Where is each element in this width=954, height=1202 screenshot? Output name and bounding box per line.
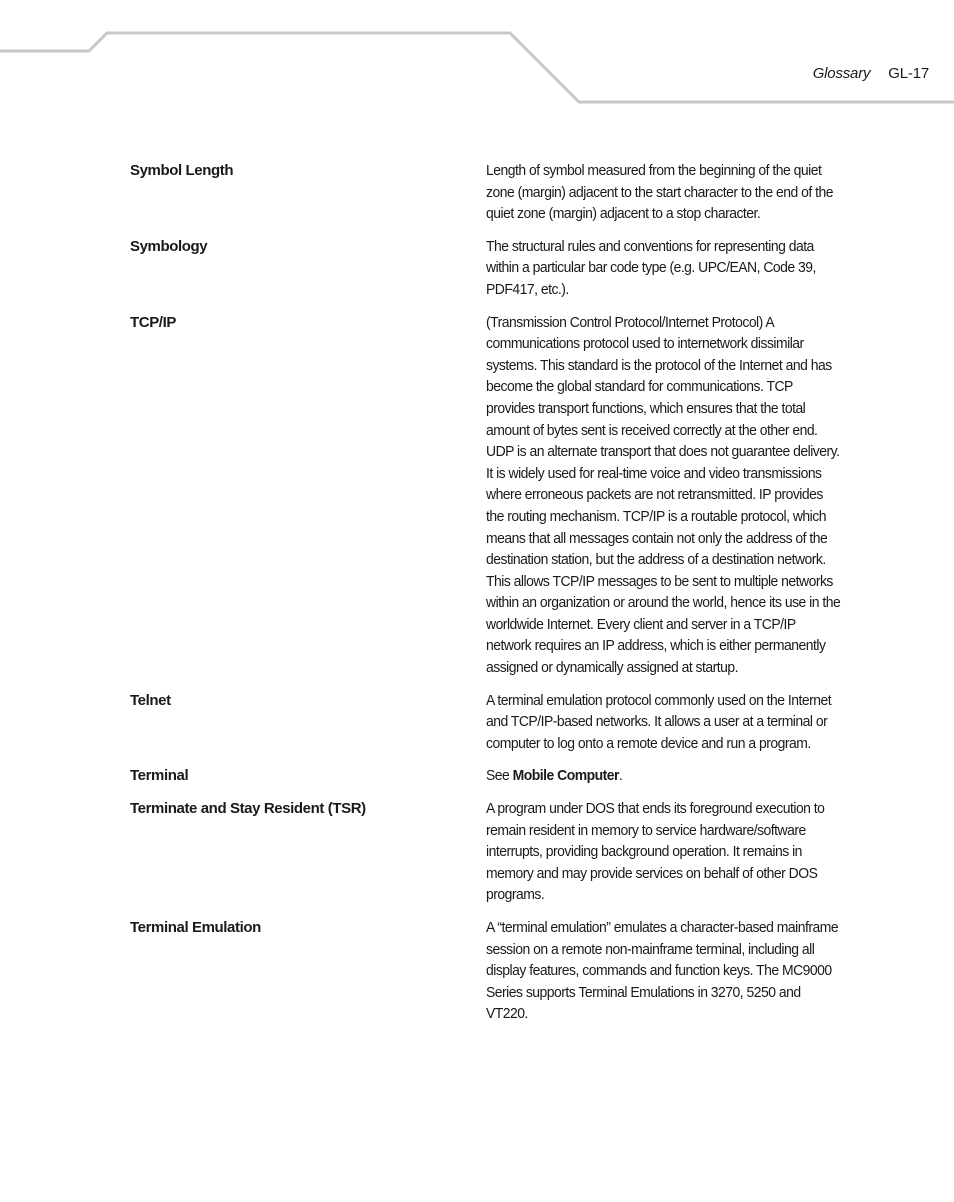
glossary-definition: A program under DOS that ends its foreground execution to remain resident in memory to service hardware/software interrupts, providing background operation. It remains in memory and may provide services on behalf of other DOS programs. [486,800,825,904]
cross-reference-link[interactable]: Mobile Computer [512,767,619,785]
glossary-term: Telnet [130,691,171,709]
glossary-term: Terminate and Stay Resident (TSR) [130,800,366,818]
glossary-definition [486,765,843,787]
glossary-entry [130,160,870,225]
glossary-definition: Length of symbol measured from the beginning of the quiet zone (margin) adjacent to the start character to the end of the quiet zone (margin) adjacent to a stop character. [486,162,833,223]
glossary-entry [130,798,870,906]
glossary-definition: A terminal emulation protocol commonly used on the Internet and TCP/IP-based networks. It allows a user at a terminal or computer to log onto a remote device and run a program. [486,691,832,752]
running-head [813,65,929,82]
definition-suffix: . [618,767,623,785]
glossary-definition: (Transmission Control Protocol/Internet Protocol) A communications protocol used to internetwork dissimilar systems. This standard is the protocol of the Internet and has become the global standard for communications. TCP provides transport functions, which ensures that the total amount of bytes sent is received correctly at the other end. UDP is an alternate transport that does not guarantee delivery. It is widely used for real-time voice and video transmissions where erroneous packets are not retransmitted. IP provides the routing mechanism. TCP/IP is a routable protocol, which means that all messages contain not only the address of the destination station, but the address of a destination network. This allows TCP/IP messages to be sent to multiple networks within an organization or around the world, hence its use in the worldwide Internet. Every client and server in a TCP/IP network requires an IP address, which is either permanently assigned or dynamically assigned at startup. [486,313,841,677]
glossary-entry [130,765,870,787]
glossary-definition: A “terminal emulation” emulates a character-based mainframe session on a remote non-mainframe terminal, including all display features, commands and function keys. The MC9000 Series supports Terminal Emulations in 3270, 5250 and VT220. [486,919,839,1023]
glossary-term: Symbol Length [130,162,234,179]
glossary-term: Terminal Emulation [130,919,261,936]
section-title: Glossary [812,65,871,82]
glossary-term: TCP/IP [130,313,176,331]
glossary-entry [130,236,870,301]
glossary-list [130,160,870,1036]
glossary-entry [130,312,870,679]
glossary-term: Terminal [130,767,189,785]
header-rule [0,0,954,110]
glossary-term: Symbology [130,237,208,255]
glossary-entry [130,917,870,1025]
glossary-definition: The structural rules and conventions for representing data within a particular bar code type (e.g. UPC/EAN, Code 39, PDF417, etc.). [486,237,816,298]
definition-prefix: See [486,767,513,785]
glossary-entry [130,690,870,755]
header-rule-line [0,33,954,102]
page-number: GL-17 [888,65,929,82]
